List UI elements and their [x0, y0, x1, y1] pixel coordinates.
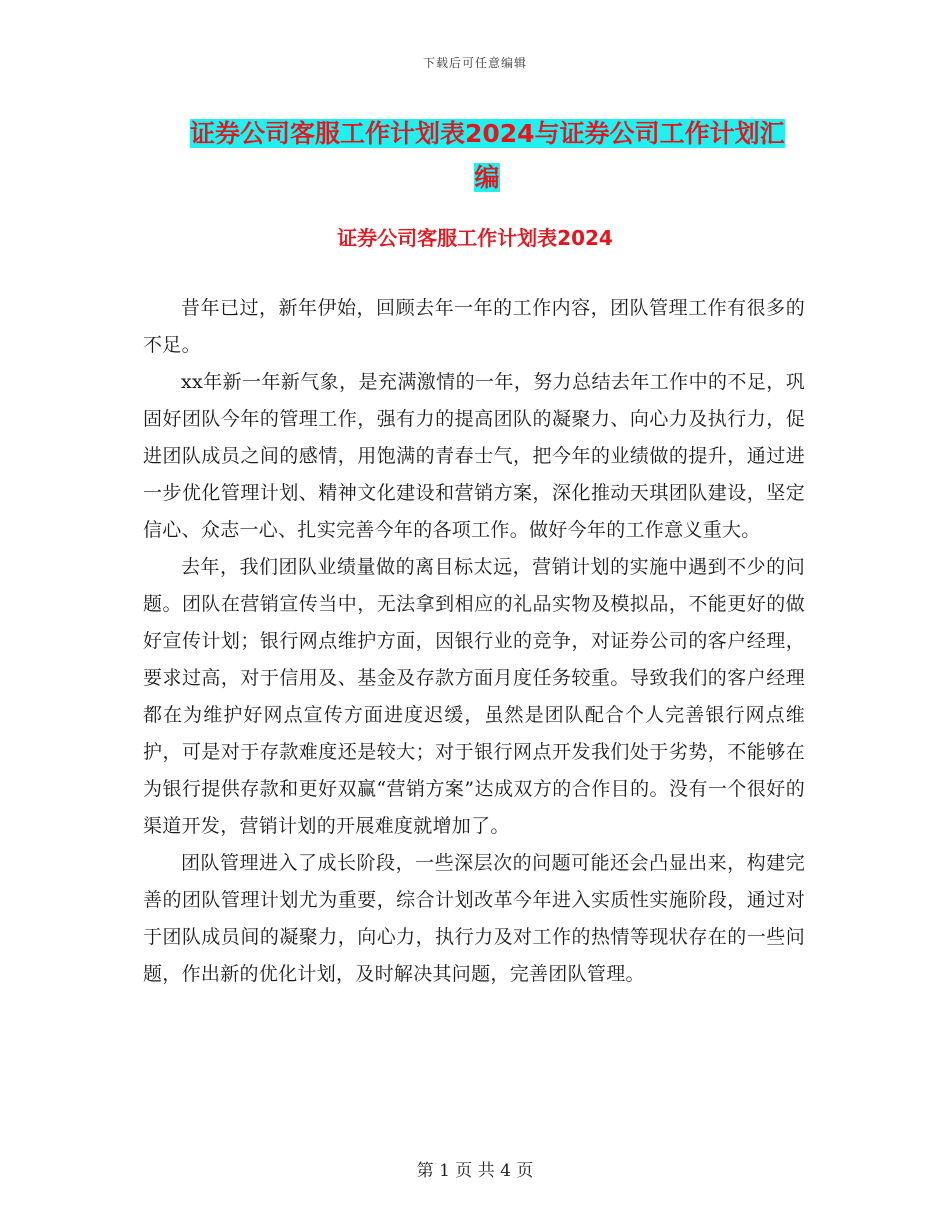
document-title: [190, 112, 810, 200]
paragraph: xx年新一年新气象，是充满激情的一年，努力总结去年工作中的不足，巩固好团队今年的管理工作，强有力的提高团队的凝聚力、向心力及执行力，促进团队成员之间的感情，用饱满的青春士气，把今年的业绩做的提升，通过进一步优化管理计划、精神文化建设和营销方案，深化推动天琪团队建设，坚定信心、众志一心、扎实完善今年的各项工作。做好今年的工作意义重大。: [143, 371, 805, 541]
paragraph: 去年，我们团队业绩量做的离目标太远，营销计划的实施中遇到不少的问题。团队在营销宣传当中，无法拿到相应的礼品实物及模拟品，不能更好的做好宣传计划；银行网点维护方面，因银行业的竞争，对证券公司的客户经理，要求过高，对于信用及、基金及存款方面月度任务较重。导致我们的客户经理都在为维护好网点宣传方面进度迟缓，虽然是团队配合个人完善银行网点维护，可是对于存款难度还是较大；对于银行网点开发我们处于劣势，不能够在为银行提供存款和更好双赢“营销方案”达成双方的合作目的。没有一个很好的渠道开发，营销计划的开展难度就增加了。: [143, 556, 805, 837]
paragraph: 团队管理进入了成长阶段，一些深层次的问题可能还会凸显出来，构建完善的团队管理计划尤为重要，综合计划改革今年进入实质性实施阶段，通过对于团队成员间的凝聚力，向心力，执行力及对工作的热情等现状存在的一些问题，作出新的优化计划，及时解决其问题，完善团队管理。: [143, 852, 805, 985]
header-note: 下载后可任意编辑: [422, 56, 527, 70]
section-title: 证券公司客服工作计划表2024: [337, 226, 613, 250]
page-number: 第 1 页 共 4 页: [416, 1161, 534, 1181]
document-title-line2: 编: [474, 163, 500, 192]
paragraph: 昔年已过，新年伊始，回顾去年一年的工作内容，团队管理工作有很多的不足。: [143, 297, 805, 356]
document-title-line1: 证券公司客服工作计划表2024与证券公司工作计划汇: [190, 119, 785, 148]
body-text: [143, 290, 805, 993]
